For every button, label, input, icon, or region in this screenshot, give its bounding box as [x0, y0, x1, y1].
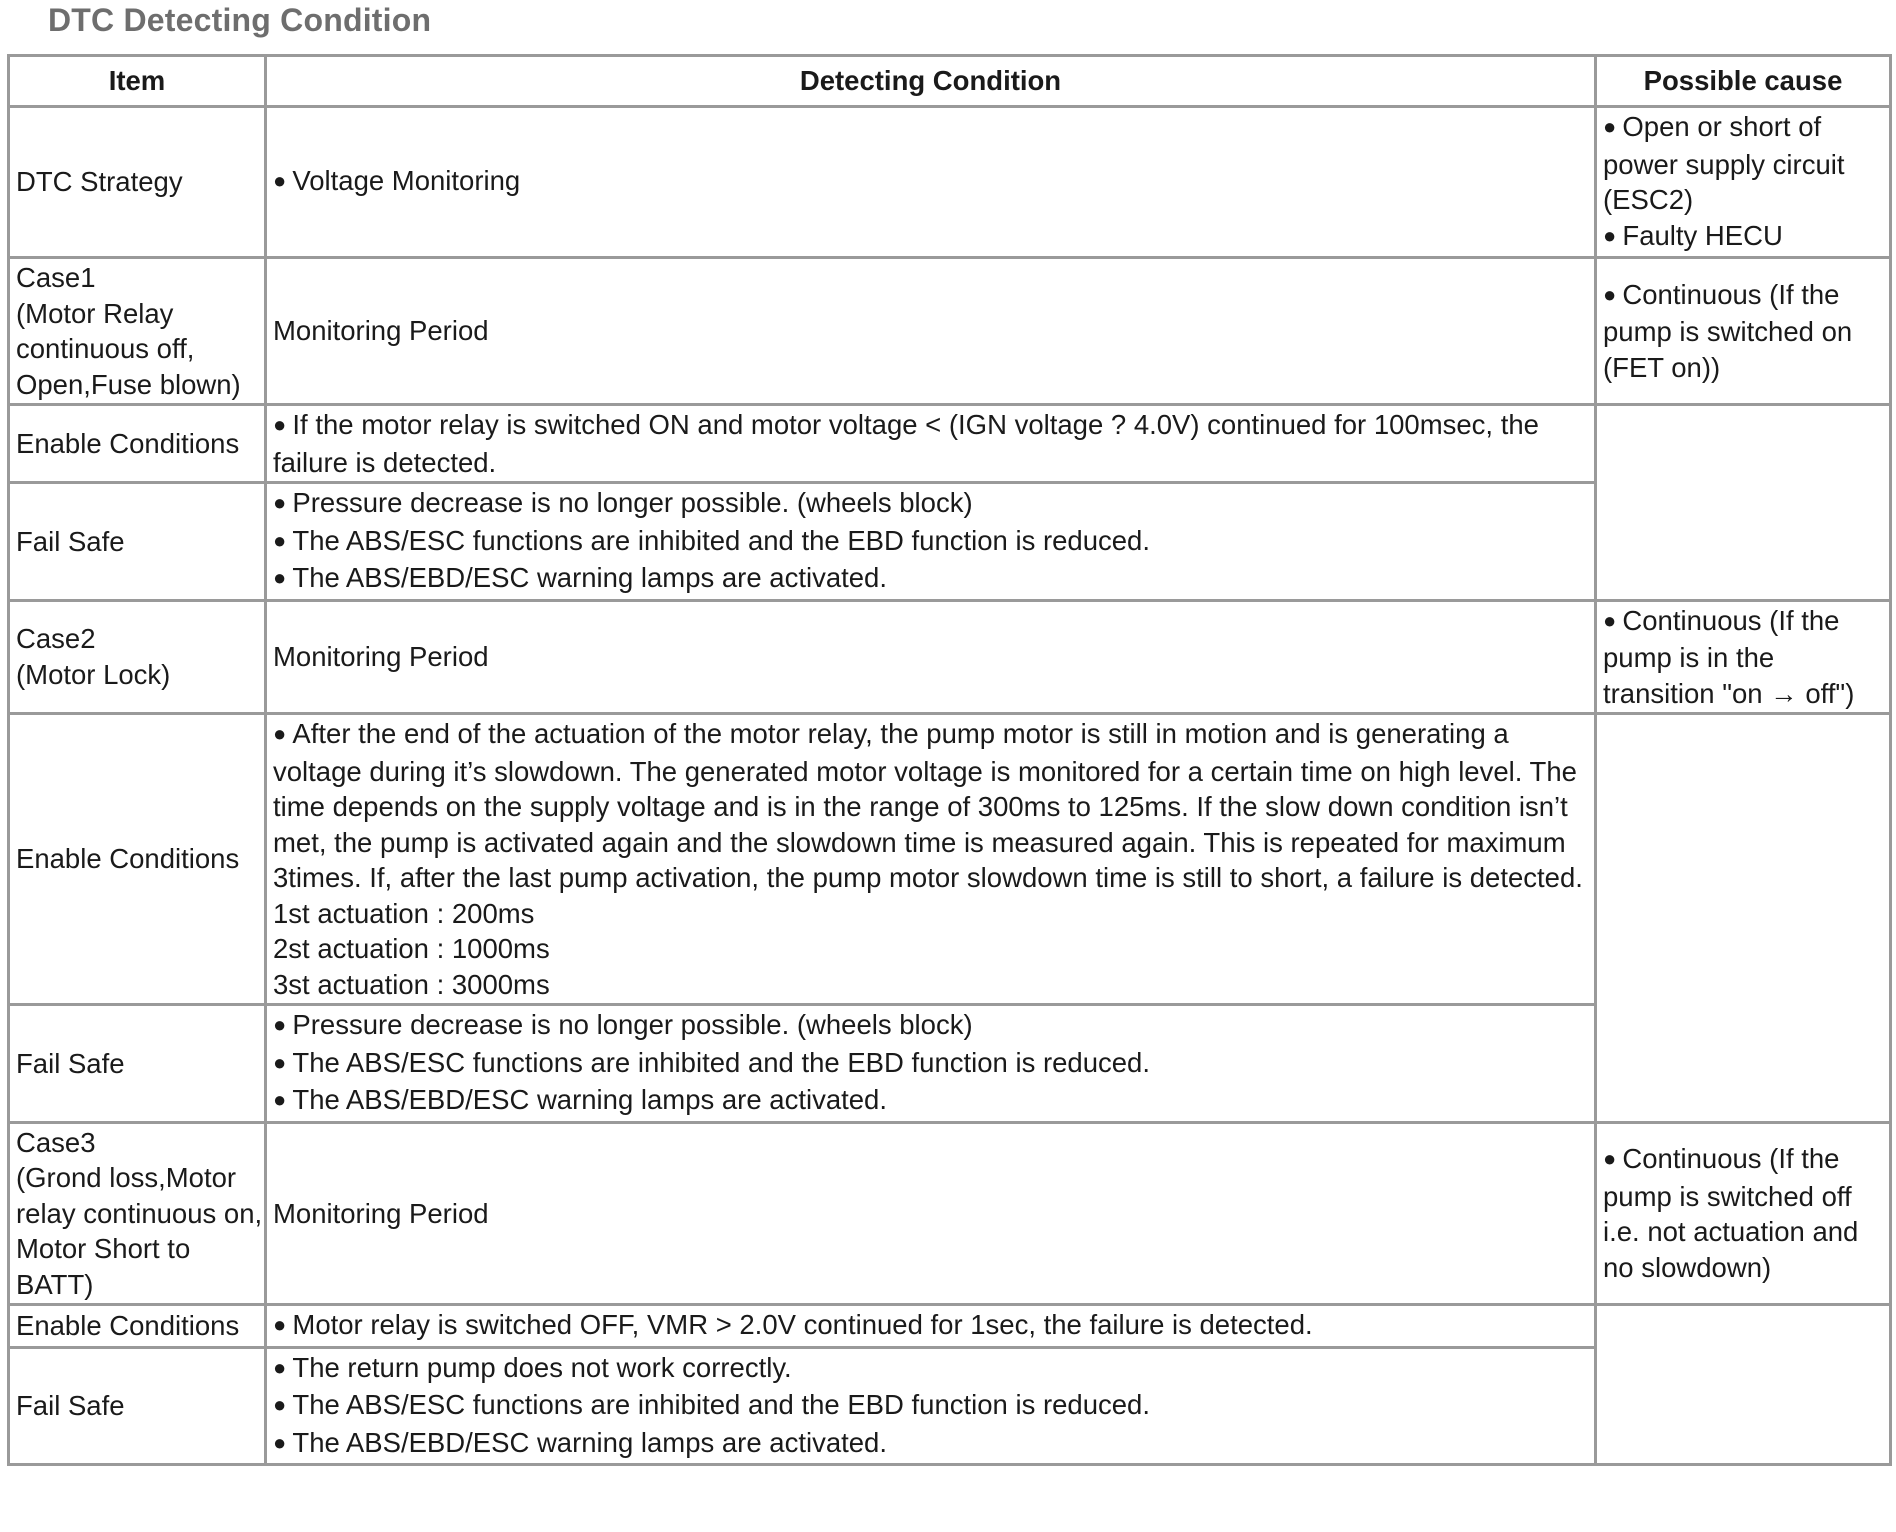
- condition-text: ● After the end of the actuation of the motor relay, the pump motor is still in motion and is generating a voltage during it’s slowdown. The generated motor voltage is monitored for a certain time on high level. The time depends on the supply voltage and is in the range of 300ms to 125ms. If the slow down condition isn’t met, the pump is activated again and the slowdown time is measured again. This is repeated for maximum 3times. If, after the last pump activation, the pump motor slowdown time is still to short, a failure is detected.: [273, 716, 1588, 896]
- cell-item: Fail Safe: [9, 1005, 266, 1123]
- cell-condition: [266, 1347, 1596, 1465]
- condition-text: ● If the motor relay is switched ON and motor voltage < (IGN voltage ? 4.0V) continued for 100msec, the failure is detected.: [273, 407, 1588, 480]
- table-row-case1-enable: [9, 405, 1891, 483]
- cell-item: Enable Conditions: [9, 405, 266, 483]
- item-text: Case2: [16, 623, 96, 655]
- cell-item: Enable Conditions: [9, 714, 266, 1005]
- table-row-dtc-strategy: [9, 107, 1891, 258]
- cell-condition: [266, 1305, 1596, 1348]
- item-text: (Motor Relay: [16, 297, 174, 329]
- condition-text: ● The ABS/ESC functions are inhibited and the EBD function is reduced.: [273, 1387, 1588, 1425]
- cell-cause: [1596, 107, 1891, 258]
- table-row-case2: [9, 600, 1891, 714]
- table-row-case3-enable: [9, 1305, 1891, 1348]
- item-text: Motor Short to: [16, 1233, 191, 1264]
- actuation-text: 2st actuation : 1000ms: [273, 933, 550, 964]
- condition-text: ● The ABS/EBD/ESC warning lamps are activated.: [273, 1425, 1588, 1463]
- cell-condition: [266, 405, 1596, 483]
- cell-condition: [266, 1005, 1596, 1123]
- table-row-case2-enable: [9, 714, 1891, 1005]
- condition-text: ● Voltage Monitoring: [273, 163, 1588, 201]
- condition-text: ● Pressure decrease is no longer possible. (wheels block): [273, 485, 1588, 523]
- actuation-text: 1st actuation : 200ms: [273, 897, 535, 929]
- header-detecting-condition: Detecting Condition: [266, 56, 1596, 107]
- item-text: Open,Fuse blown): [16, 368, 241, 400]
- cell-condition: Monitoring Period: [266, 258, 1596, 405]
- cell-item: Fail Safe: [9, 1347, 266, 1465]
- cell-cause: [1596, 1122, 1891, 1305]
- condition-text: ● The ABS/ESC functions are inhibited and the EBD function is reduced.: [273, 523, 1588, 561]
- cell-item: Enable Conditions: [9, 1305, 266, 1348]
- cause-text: ● Continuous (If the pump is switched off i.e. not actuation and no slowdown): [1603, 1141, 1883, 1285]
- dtc-table: [7, 54, 1892, 1466]
- cause-text: ● Faulty HECU: [1603, 218, 1883, 256]
- table-header-row: [9, 56, 1891, 107]
- item-text: relay continuous on,: [16, 1197, 263, 1229]
- condition-text: ● Motor relay is switched OFF, VMR > 2.0V continued for 1sec, the failure is detected.: [273, 1307, 1588, 1345]
- cell-item: [9, 258, 266, 405]
- condition-text: ● The ABS/EBD/ESC warning lamps are activated.: [273, 560, 1588, 598]
- cell-item: Fail Safe: [9, 483, 266, 601]
- table-row-case1: [9, 258, 1891, 405]
- condition-text: ● The ABS/EBD/ESC warning lamps are activated.: [273, 1082, 1588, 1120]
- page-title: DTC Detecting Condition: [48, 2, 432, 38]
- cause-text: ● Continuous (If the pump is in the transition "on → off"): [1603, 603, 1883, 712]
- cause-text: ● Continuous (If the pump is switched on (FET on)): [1603, 277, 1883, 386]
- cell-cause-empty: [1596, 1305, 1891, 1465]
- cell-cause: [1596, 258, 1891, 405]
- item-text: BATT): [16, 1268, 94, 1300]
- cell-condition: [266, 107, 1596, 258]
- condition-text: ● The return pump does not work correctly.: [273, 1350, 1588, 1388]
- header-item: Item: [9, 56, 266, 107]
- cell-condition: Monitoring Period: [266, 1122, 1596, 1305]
- header-possible-cause: Possible cause: [1596, 56, 1891, 107]
- item-text: continuous off,: [16, 333, 195, 364]
- cell-item: [9, 600, 266, 714]
- cell-item: [9, 1122, 266, 1305]
- item-text: (Motor Lock): [16, 658, 171, 690]
- cell-condition: Monitoring Period: [266, 600, 1596, 714]
- cell-cause-empty: [1596, 714, 1891, 1123]
- table-row-case3: [9, 1122, 1891, 1305]
- item-text: Case1: [16, 262, 96, 293]
- condition-text: ● The ABS/ESC functions are inhibited and the EBD function is reduced.: [273, 1045, 1588, 1083]
- actuation-text: 3st actuation : 3000ms: [273, 968, 550, 1000]
- condition-text: ● Pressure decrease is no longer possible. (wheels block): [273, 1007, 1588, 1045]
- cause-text: ● Open or short of power supply circuit (ESC2): [1603, 109, 1883, 218]
- cell-condition: [266, 714, 1596, 1005]
- item-text: Case3: [16, 1126, 96, 1158]
- cell-cause: [1596, 600, 1891, 714]
- item-text: (Grond loss,Motor: [16, 1162, 237, 1193]
- cell-item: DTC Strategy: [9, 107, 266, 258]
- cell-condition: [266, 483, 1596, 601]
- cell-cause-empty: [1596, 405, 1891, 601]
